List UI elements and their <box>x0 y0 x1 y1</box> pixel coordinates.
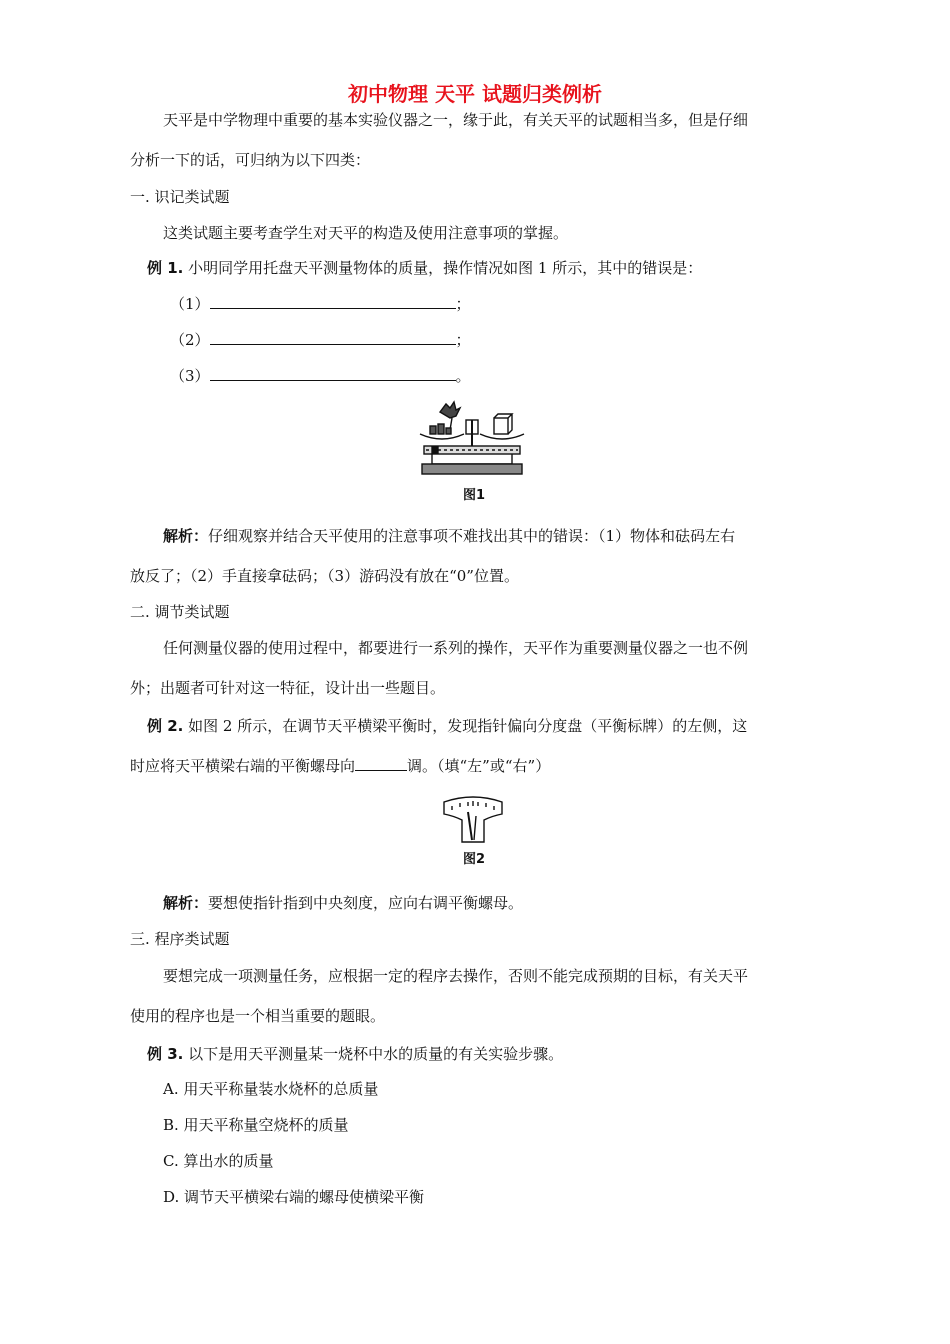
base-upright <box>432 454 512 464</box>
blank-number: （3） <box>170 367 210 385</box>
answer-blank-row-1 <box>170 294 471 314</box>
analysis-2-text: 要想使指针指到中央刻度，应向右调平衡螺母。 <box>208 894 524 912</box>
answer-blank[interactable] <box>210 294 456 309</box>
intro-line-1: 天平是中学物理中重要的基本实验仪器之一，缘于此，有关天平的试题相当多，但是仔细 <box>163 111 749 129</box>
example-1-label: 例 1. <box>147 259 184 277</box>
analysis-2 <box>163 893 523 913</box>
section-3-description-line-1: 要想完成一项测量任务，应根据一定的程序去操作，否则不能完成预期的目标，有关天平 <box>163 967 749 985</box>
analysis-2-label: 解析： <box>163 894 209 912</box>
blank-end-punct: ； <box>455 331 471 349</box>
object-block <box>494 418 508 434</box>
answer-blank[interactable] <box>210 330 456 345</box>
answer-blank[interactable] <box>210 366 456 381</box>
weight-icon <box>446 428 451 434</box>
section-1-heading: 一. 识记类试题 <box>130 188 230 206</box>
base <box>422 464 522 474</box>
dial-ticks <box>452 801 494 810</box>
blank-number: （2） <box>170 331 210 349</box>
example-3-label: 例 3. <box>147 1045 184 1063</box>
section-2-description-line-1: 任何测量仪器的使用过程中，都要进行一系列的操作，天平作为重要测量仪器之一也不例 <box>163 639 749 657</box>
section-1-description: 这类试题主要考查学生对天平的构造及使用注意事项的掌握。 <box>163 224 569 242</box>
hand-icon <box>440 402 460 418</box>
pointer <box>468 812 472 840</box>
intro-line-2: 分析一下的话，可归纳为以下四类： <box>130 151 371 169</box>
rider-weight <box>432 447 438 453</box>
option-b: B. 用天平称量空烧杯的质量 <box>163 1116 349 1134</box>
blank-end-punct: ； <box>455 295 471 313</box>
blank-end-punct: 。 <box>455 367 471 385</box>
figure-2-dial-illustration <box>440 794 506 846</box>
blank-number: （1） <box>170 295 210 313</box>
section-2-description-line-2: 外；出题者可针对这一特征，设计出一些题目。 <box>130 679 446 697</box>
example-3-text: 以下是用天平测量某一烧杯中水的质量的有关实验步骤。 <box>188 1045 564 1063</box>
example-3 <box>147 1044 563 1064</box>
example-2-label: 例 2. <box>147 717 184 735</box>
figure-1-caption: 图1 <box>463 488 486 503</box>
left-pan <box>420 434 464 439</box>
page-title: 初中物理 天平 试题归类例析 <box>348 82 602 106</box>
answer-blank-row-3 <box>170 366 471 386</box>
example-1 <box>147 258 702 278</box>
analysis-1-label: 解析： <box>163 527 209 545</box>
example-2-text-a: 时应将天平横梁右端的平衡螺母向 <box>130 757 356 775</box>
answer-blank-row-2 <box>170 330 471 350</box>
weight-icon <box>430 426 436 434</box>
example-2-line-2 <box>130 756 550 776</box>
option-d: D. 调节天平横梁右端的螺母使横梁平衡 <box>163 1188 425 1206</box>
analysis-1-text: 仔细观察并结合天平使用的注意事项不难找出其中的错误：（1）物体和砝码左右 <box>208 527 736 545</box>
figure-2-caption: 图2 <box>463 852 486 867</box>
option-c: C. 算出水的质量 <box>163 1152 274 1170</box>
example-1-text: 小明同学用托盘天平测量物体的质量，操作情况如图 1 所示，其中的错误是： <box>188 259 703 277</box>
section-3-heading: 三. 程序类试题 <box>130 930 230 948</box>
example-2-text-b: 调。（填“左”或“右”） <box>407 757 551 775</box>
right-pan <box>480 434 524 439</box>
section-2-heading: 二. 调节类试题 <box>130 603 230 621</box>
option-a: A. 用天平称量装水烧杯的总质量 <box>163 1080 379 1098</box>
section-3-description-line-2: 使用的程序也是一个相当重要的题眼。 <box>130 1007 386 1025</box>
example-2-line-1 <box>147 716 747 736</box>
answer-blank[interactable] <box>355 756 407 771</box>
example-2-text: 如图 2 所示，在调节天平横梁平衡时，发现指针偏向分度盘（平衡标牌）的左侧，这 <box>188 717 748 735</box>
analysis-1-line-2: 放反了；（2）手直接拿砝码；（3）游码没有放在“0”位置。 <box>130 567 519 585</box>
pointer-shadow <box>474 816 476 840</box>
analysis-1-line-1 <box>163 526 735 546</box>
figure-1-balance-illustration <box>412 398 532 480</box>
weight-icon <box>438 424 444 434</box>
